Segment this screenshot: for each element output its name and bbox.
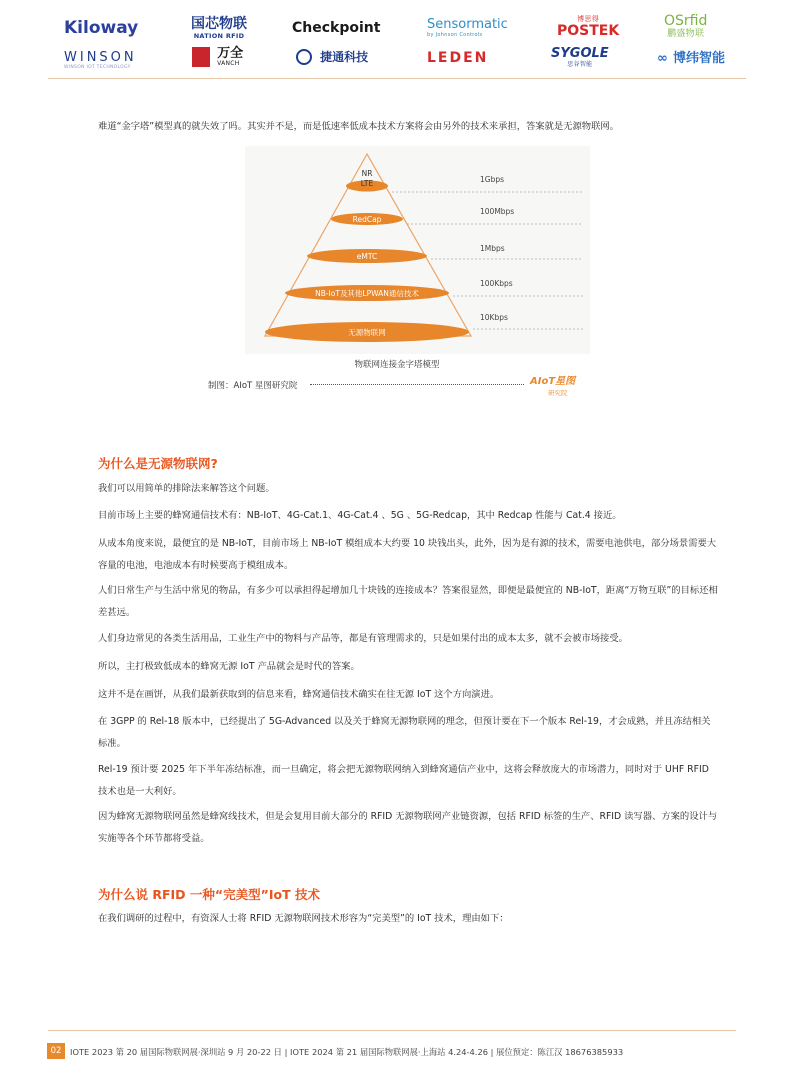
sensormatic-logo-text: Sensormatic [427,17,508,32]
nationrfid-logo-sub: NATION RFID [193,32,245,40]
sygole-logo-text: SYGOLE [551,46,609,61]
postek-logo-text: POSTEK [557,23,620,39]
jietong-logo-text: 捷通科技 [320,49,369,64]
pyramid-rate-label: 1Gbps [480,175,505,184]
pyramid-chart [245,146,590,354]
section1-paragraph: 因为蜂窝无源物联网虽然是蜂窝线技术，但是会复用目前大部分的 RFID 无源物联网产业链资源，包括 RFID 标签的生产、RFID 读写器、方案的设计与实施等各个环节都将受益。 [98,811,718,844]
credit-dotted-line [310,384,524,385]
kiloway-logo-text: Kiloway [64,18,139,38]
nationrfid-logo-text: 国芯物联 [191,16,247,32]
winson-logo-text: WINSON [64,50,137,65]
section1-paragraph: 人们日常生产与生活中常见的物品，有多少可以承担得起增加几十块钱的连接成本？答案很显然，即便是最便宜的 NB-IoT，距离“万物互联”的目标还相差甚远。 [98,585,718,618]
sensormatic-logo [427,18,508,38]
sygole-logo [551,47,609,68]
nationrfid-logo [191,17,247,40]
footer-text: IOTE 2023 第 20 届国际物联网展·深圳站 9 月 20-22 日 | IOTE 2024 第 21 届国际物联网展·上海站 4.24-4.26 | 展位预定：陈江汉 18676385933 [70,1047,624,1057]
postek-logo [557,16,619,38]
jietong-logo [296,48,368,65]
pyramid-figure [245,146,590,354]
bowei-mark-icon: ∞ [657,51,668,66]
checkpoint-logo-text: Checkpoint [292,20,381,36]
osrfid-logo-text: OSrfid [664,13,708,29]
header-divider [48,78,746,79]
aiot-logo: AIoT星图 [530,376,576,387]
kiloway-logo [64,20,138,37]
aiot-logo-sub: 研究院 [548,389,568,397]
section1-title: 为什么是无源物联网? [98,456,218,471]
figure-caption: 物联网连接金字塔模型 [354,360,440,370]
bowei-logo-text: 博纬智能 [672,51,725,66]
intro-paragraph: 难道“金字塔”模型真的就失效了吗。其实并不是，而是低速率低成本技术方案将会由另外的技术来承担，答案就是无源物联网。 [98,121,619,132]
section1-paragraph: 目前市场上主要的蜂窝通信技术有：NB-IoT、4G-Cat.1、4G-Cat.4 、5G 、5G-Redcap，其中 Redcap 性能与 Cat.4 接近。 [98,510,622,521]
vanch-logo-text: 万全 [217,46,244,61]
sensormatic-logo-sub: by Johnson Controls [427,32,483,38]
section1-paragraph: 所以，主打极致低成本的蜂窝无源 IoT 产品就会是时代的答案。 [98,661,360,672]
winson-logo-sub: WINSON IOT TECHNOLOGY [64,65,131,70]
vanch-logo [192,47,243,67]
page-number: 02 [47,1043,65,1059]
pyramid-layer-label: LTE [360,179,374,188]
pyramid-rate-label: 100Kbps [480,279,513,288]
jietong-mark-icon [296,49,312,65]
section2-paragraph: 在我们调研的过程中，有资深人士将 RFID 无源物联网技术形容为“完美型”的 IoT 技术，理由如下： [98,913,509,924]
vanch-logo-sub: VANCH [217,60,240,67]
figure-credit: 制图：AIoT 星图研究院 [208,381,298,391]
bowei-logo [657,49,725,65]
section1-paragraph: 从成本角度来说，最便宜的是 NB-IoT，目前市场上 NB-IoT 模组成本大约要 10 块钱出头，此外，因为是有源的技术，需要电池供电，部分场景需要大容量的电池，电池成本有时候要高于模组成本。 [98,538,717,571]
leden-logo [427,51,488,65]
pyramid-rate-label: 10Kbps [480,313,508,322]
section2-title: 为什么说 RFID 一种“完美型”IoT 技术 [98,887,320,902]
vanch-mark-icon [192,47,210,67]
pyramid-layer-label: NB-IoT及其他LPWAN通信技术 [315,289,419,298]
section1-paragraph: 在 3GPP 的 Rel-18 版本中，已经提出了 5G-Advanced 以及关于蜂窝无源物联网的理念，但预计要在下一个版本 Rel-19，才会成熟，并且冻结相关标准。 [98,716,711,749]
pyramid-rate-label: 1Mbps [480,244,505,253]
leden-logo-text: LEDEN [427,50,489,66]
pyramid-layer-label: eMTC [356,252,378,261]
footer-divider [48,1030,736,1031]
section1-paragraph: 人们身边常见的各类生活用品，工业生产中的物料与产品等，都是有管理需求的，只是如果付出的成本太多，就不会被市场接受。 [98,633,628,644]
sygole-logo-sub: 思谷智能 [567,61,593,68]
section1-paragraph: 我们可以用简单的排除法来解答这个问题。 [98,483,275,494]
section1-paragraph: Rel-19 预计要 2025 年下半年冻结标准，而一旦确定，将会把无源物联网纳入到蜂窝通信产业中，这将会释放庞大的市场潜力，同时对于 UHF RFID 技术也是一大利好。 [98,764,709,797]
section1-paragraph: 这并不是在画饼，从我们最新获取到的信息来看，蜂窝通信技术确实在往无源 IoT 这个方向演进。 [98,689,500,700]
pyramid-layer-label: RedCap [352,215,382,224]
osrfid-logo-sub: 鹏盛物联 [667,29,705,39]
winson-logo [64,51,137,71]
pyramid-rate-label: 100Mbps [480,207,515,216]
osrfid-logo [664,14,707,39]
pyramid-layer-label: NR [361,169,373,178]
checkpoint-logo [292,21,380,35]
pyramid-layer-label: 无源物联网 [348,328,386,337]
postek-logo-sub: 博思得 [577,15,600,23]
